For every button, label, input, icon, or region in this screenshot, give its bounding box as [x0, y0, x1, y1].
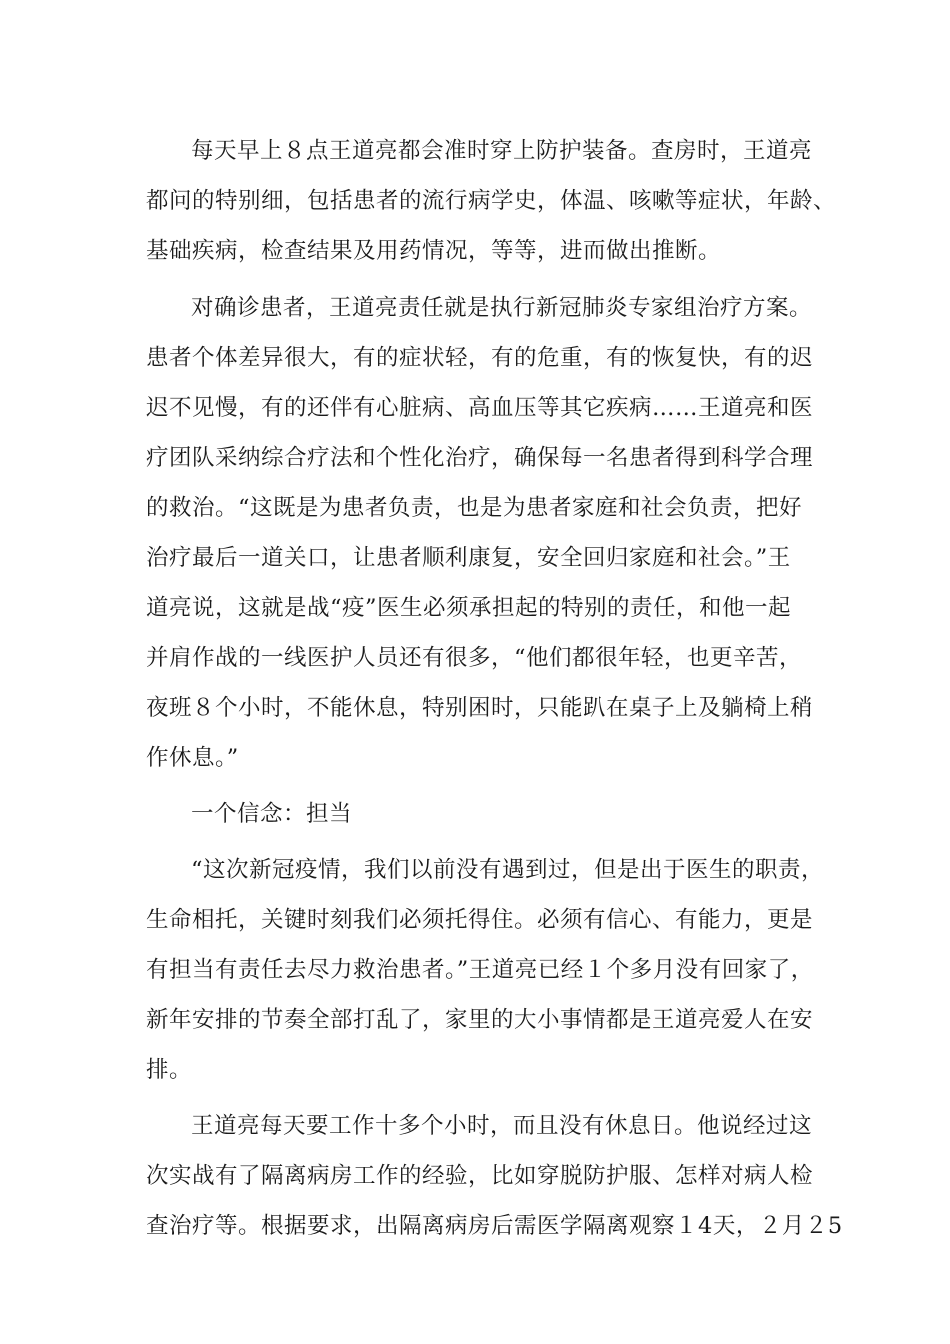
- paragraph-line: 作休息。”: [146, 745, 239, 771]
- paragraph-line: 查治疗等。根据要求，出隔离病房后需医学隔离观察１4天，２月２5: [146, 1213, 843, 1239]
- paragraph-line: 王道亮每天要工作十多个小时，而且没有休息日。他说经过这: [191, 1113, 813, 1139]
- paragraph-line: 并肩作战的一线医护人员还有很多，“他们都很年轻，也更辛苦，: [146, 645, 803, 671]
- paragraph-line: 都问的特别细，包括患者的流行病学史，体温、咳嗽等症状，年龄、: [146, 188, 837, 214]
- paragraph-line: 的救治。“这既是为患者负责，也是为患者家庭和社会负责，把好: [146, 495, 803, 521]
- paragraph-line: 迟不见慢，有的还伴有心脏病、高血压等其它疾病……王道亮和医: [146, 395, 814, 421]
- paragraph-line: “这次新冠疫情，我们以前没有遇到过，但是出于医生的职责，: [191, 857, 825, 883]
- paragraph-line: 道亮说，这就是战“疫”医生必须承担起的特别的责任，和他一起: [146, 595, 792, 621]
- paragraph-line: 每天早上８点王道亮都会准时穿上防护装备。查房时，王道亮: [191, 138, 813, 164]
- paragraph-line: 疗团队采纳综合疗法和个性化治疗，确保每一名患者得到科学合理: [146, 445, 814, 471]
- paragraph-line: 夜班８个小时，不能休息，特别困时，只能趴在桌子上及躺椅上稍: [146, 695, 814, 721]
- paragraph-line: 患者个体差异很大，有的症状轻，有的危重，有的恢复快，有的迟: [146, 345, 814, 371]
- paragraph-line: 有担当有责任去尽力救治患者。”王道亮已经１个多月没有回家了，: [146, 957, 814, 983]
- paragraph-line: 对确诊患者，王道亮责任就是执行新冠肺炎专家组治疗方案。: [191, 295, 813, 321]
- paragraph-line: 基础疾病，检查结果及用药情况，等等，进而做出推断。: [146, 238, 722, 264]
- paragraph-line: 生命相托，关键时刻我们必须托得住。必须有信心、有能力，更是: [146, 907, 814, 933]
- paragraph-line: 新年安排的节奏全部打乱了，家里的大小事情都是王道亮爱人在安: [146, 1007, 814, 1033]
- section-heading: 一个信念：担当: [191, 801, 353, 827]
- paragraph-line: 治疗最后一道关口，让患者顺利康复，安全回归家庭和社会。”王: [146, 545, 791, 571]
- paragraph-line: 排。: [146, 1057, 193, 1083]
- paragraph-line: 次实战有了隔离病房工作的经验，比如穿脱防护服、怎样对病人检: [146, 1163, 814, 1189]
